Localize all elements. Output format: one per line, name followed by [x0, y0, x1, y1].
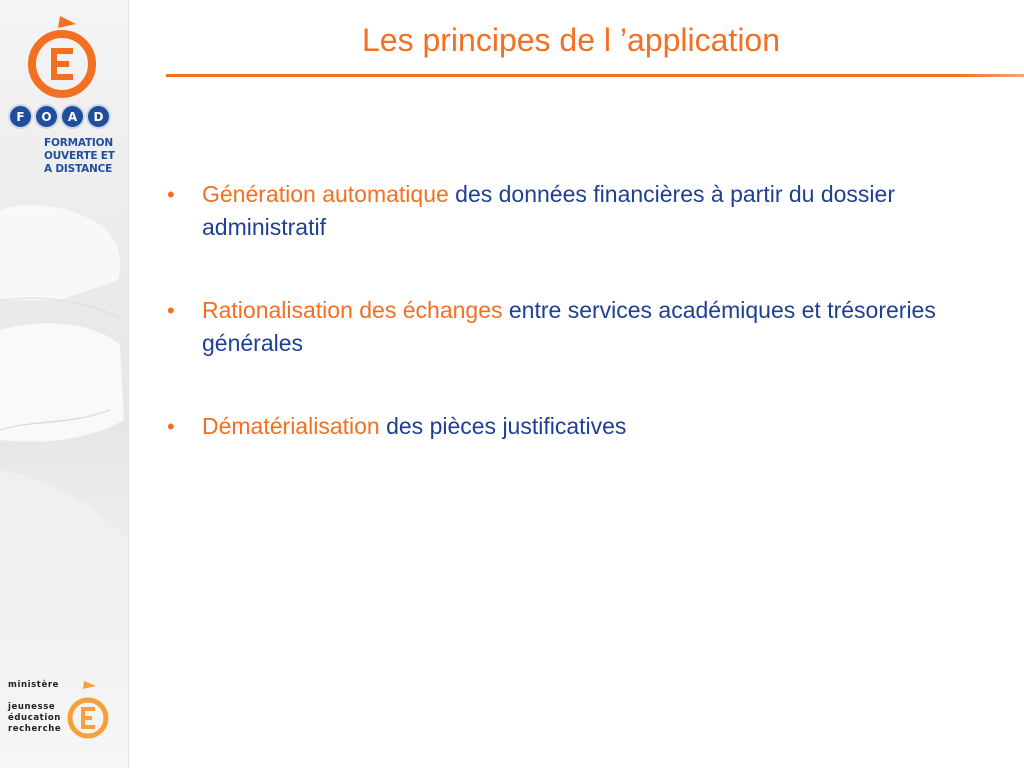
ministere-line: recherche [8, 724, 62, 734]
foad-letter-a: A [60, 104, 85, 129]
bullet-text: des données financières à partir du dossier administratif [202, 181, 895, 240]
foad-letter-d: D [86, 104, 111, 129]
ministere-label: ministère [8, 680, 59, 690]
ministere-e-icon [66, 680, 110, 746]
slide-title: Les principes de l ’application [361, 22, 781, 58]
bullet-icon: • [167, 298, 175, 323]
bullet-icon: • [167, 182, 175, 207]
bullet-highlight: Génération automatique [202, 181, 456, 207]
ministere-logo [8, 680, 128, 750]
bullet-text: des pièces justificatives [386, 413, 627, 439]
foad-caption-line: FORMATION [44, 137, 113, 149]
bullet-item [166, 178, 996, 244]
foad-caption-line: OUVERTE ET [44, 150, 115, 162]
sidebar [0, 0, 129, 768]
bullet-item [166, 294, 996, 360]
foad-letter-o: O [34, 104, 59, 129]
bullet-highlight: Rationalisation des échanges [202, 297, 509, 323]
foad-letters [8, 104, 111, 129]
ministere-line: jeunesse [8, 702, 56, 712]
bullet-item [166, 410, 996, 443]
title-underline [166, 74, 1024, 77]
bullet-highlight: Dématérialisation [202, 413, 387, 439]
ministere-line: éducation [8, 713, 61, 723]
bullet-icon: • [167, 414, 175, 439]
foad-caption [44, 137, 126, 176]
e-acute-logo-icon [22, 14, 102, 100]
foad-caption-line: A DISTANCE [44, 163, 113, 175]
foad-letter-f: F [8, 104, 33, 129]
bullet-list [166, 178, 996, 493]
ministere-lines [8, 702, 61, 735]
bullet-text: entre services académiques et trésoreries générales [202, 297, 936, 356]
